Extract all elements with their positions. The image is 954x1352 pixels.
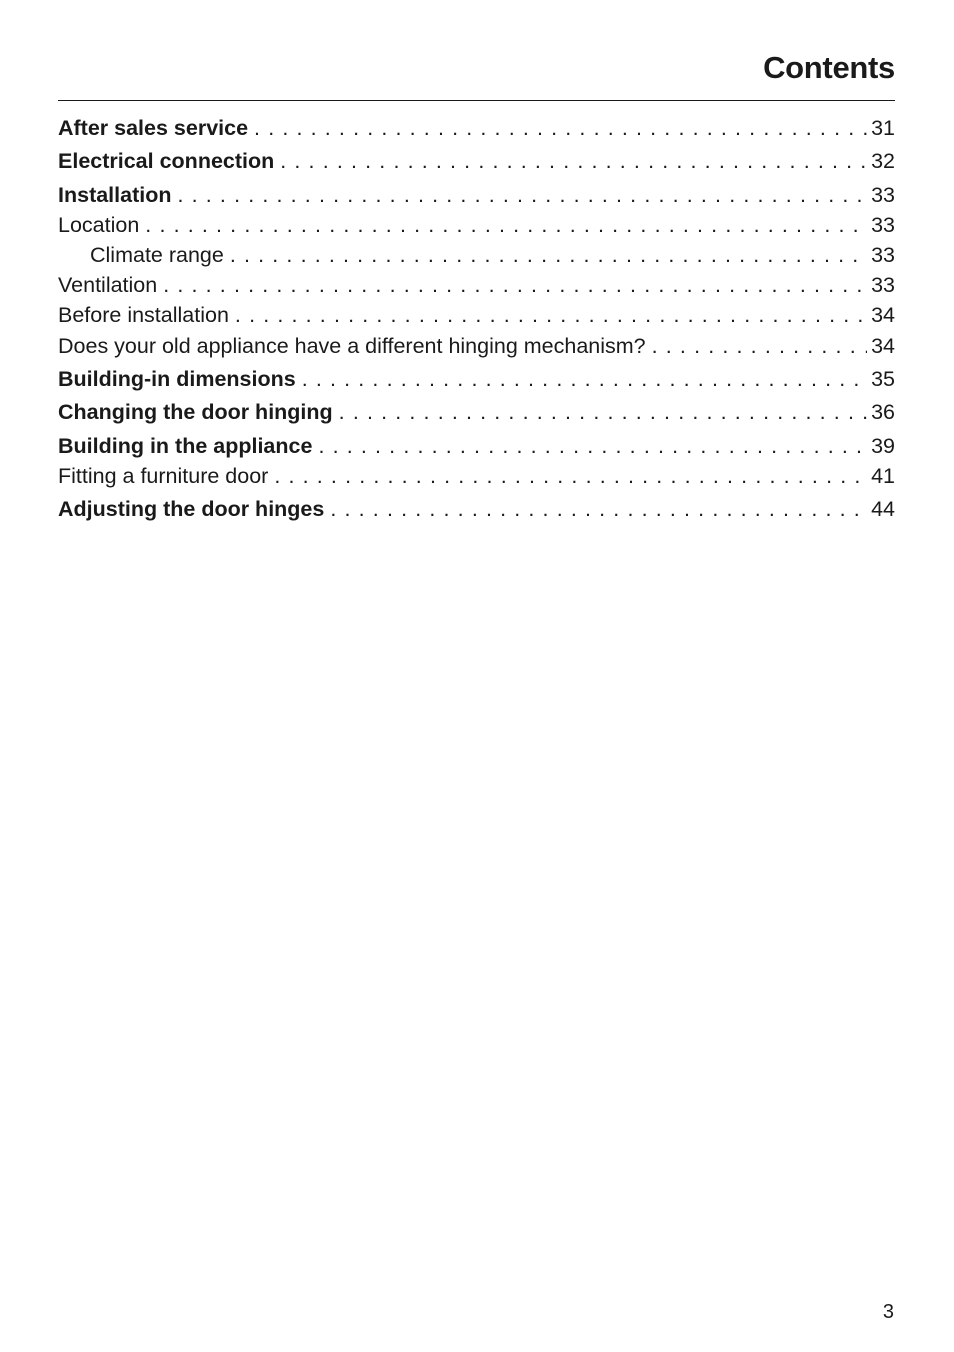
- dot-leader: [235, 302, 867, 328]
- toc-entry-page: 33: [871, 183, 895, 207]
- dot-leader: [274, 463, 867, 489]
- toc-entry-changing-door-hinging[interactable]: [58, 399, 895, 425]
- toc-entry-page: 32: [871, 149, 895, 173]
- toc-entry-label: After sales service: [58, 116, 249, 140]
- toc-entry-label: Installation: [58, 183, 172, 207]
- toc-entry-page: 36: [871, 400, 895, 424]
- dot-leader: [339, 399, 867, 425]
- toc-entry-installation[interactable]: [58, 182, 895, 208]
- toc-entry-page: 33: [871, 273, 895, 297]
- page-number: 3: [882, 1301, 894, 1323]
- toc-entry-label: Does your old appliance have a different hinging mechanism?: [58, 334, 646, 358]
- toc-entry-label: Ventilation: [58, 273, 158, 297]
- toc-entry-page: 33: [871, 243, 895, 267]
- dot-leader: [280, 148, 867, 174]
- dot-leader: [163, 272, 867, 298]
- toc-entry-building-in-appliance[interactable]: [58, 433, 895, 459]
- toc-entry-ventilation[interactable]: [58, 272, 895, 298]
- toc-entry-location[interactable]: [58, 212, 895, 238]
- toc-entry-label: Building-in dimensions: [58, 367, 296, 391]
- toc-entry-climate-range[interactable]: [90, 242, 895, 268]
- dot-leader: [230, 242, 867, 268]
- dot-leader: [177, 182, 867, 208]
- toc-entry-page: 39: [871, 434, 895, 458]
- toc-entry-before-installation[interactable]: [58, 302, 895, 328]
- toc-entry-page: 35: [871, 367, 895, 391]
- toc-entry-page: 41: [871, 464, 895, 488]
- toc-entry-adjusting-door-hinges[interactable]: [58, 496, 895, 522]
- toc-entry-label: Before installation: [58, 303, 229, 327]
- toc-entry-label: Location: [58, 213, 140, 237]
- toc-entry-building-in-dimensions[interactable]: [58, 366, 895, 392]
- toc-entry-label: Adjusting the door hinges: [58, 497, 325, 521]
- toc-entry-page: 34: [871, 334, 895, 358]
- toc-entry-fitting-furniture-door[interactable]: [58, 463, 895, 489]
- page-title: Contents: [763, 50, 895, 85]
- toc-entry-label: Electrical connection: [58, 149, 275, 173]
- dot-leader: [330, 496, 867, 522]
- toc-entry-label: Climate range: [90, 243, 224, 267]
- toc-entry-page: 33: [871, 213, 895, 237]
- dot-leader: [302, 366, 867, 392]
- dot-leader: [318, 433, 867, 459]
- toc-entry-page: 34: [871, 303, 895, 327]
- toc-entry-electrical-connection[interactable]: [58, 148, 895, 174]
- toc-entry-page: 44: [871, 497, 895, 521]
- toc-entry-old-appliance-hinging[interactable]: [58, 333, 895, 359]
- toc-entry-label: Building in the appliance: [58, 434, 313, 458]
- toc-entry-label: Changing the door hinging: [58, 400, 333, 424]
- dot-leader: [254, 115, 867, 141]
- dot-leader: [145, 212, 867, 238]
- toc-entry-page: 31: [871, 116, 895, 140]
- toc-entry-label: Fitting a furniture door: [58, 464, 269, 488]
- toc-entry-after-sales-service[interactable]: [58, 115, 895, 141]
- table-of-contents: [58, 0, 895, 560]
- dot-leader: [652, 333, 867, 359]
